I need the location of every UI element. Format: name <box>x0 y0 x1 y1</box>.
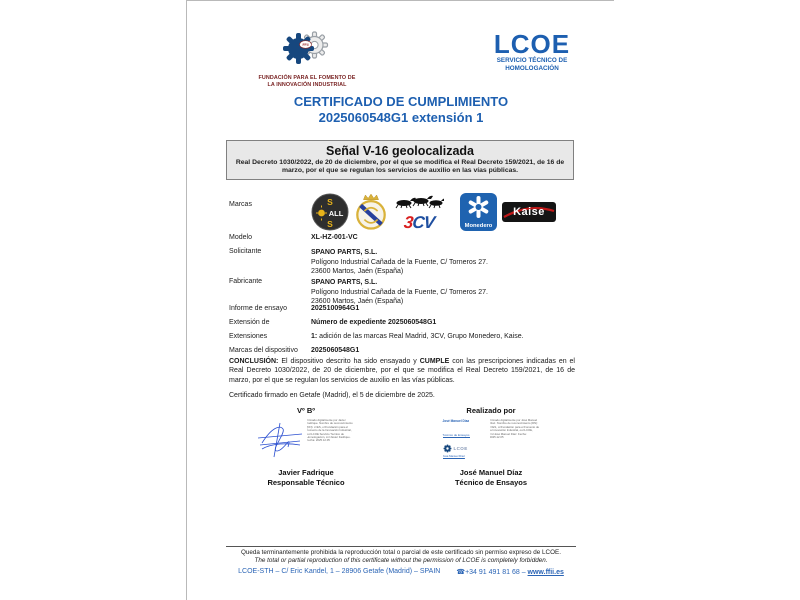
subject-box <box>226 140 574 180</box>
footer-address: LCOE-STH – C/ Eric Kandel, 1 – 28906 Getafe (Madrid) – SPAIN <box>238 568 441 575</box>
svg-text:ALL: ALL <box>328 209 344 218</box>
stamp-microlinks: José Manuel Díaz <box>442 455 465 458</box>
digital-signature-microtext-right: Firmado digitalmente por José Manuel Díaz. Nombre de reconocimiento (DN): c=ES, o=Fundación para el Fomento de la Innovación Industrial, ou=LCOE, cn=José Manuel Díaz. Fecha: 2025.12.05 <box>489 419 540 440</box>
signer-name-right: José Manuel Díaz <box>459 468 523 477</box>
solicitante-address-1: Polígono Industrial Cañada de la Fuente, C/ Torneros 27. <box>311 258 488 266</box>
realizado-por-heading: Realizado por <box>466 406 516 415</box>
signer-role-right: Técnico de Ensayos <box>454 477 528 487</box>
sos-all-logo-icon <box>311 193 349 231</box>
field-label-solicitante: Solicitante <box>229 248 262 255</box>
certificate-title-line1: CERTIFICADO DE CUMPLIMIENTO <box>293 94 509 109</box>
signed-location-date: Certificado firmado en Getafe (Madrid), el 5 de diciembre de 2025. <box>229 392 435 399</box>
field-label-marcas: Marcas <box>229 201 252 208</box>
monedero-text: Monedero <box>464 223 493 229</box>
ffii-text-line1: FUNDACIÓN PARA EL FOMENTO DE <box>258 75 356 81</box>
signer-name-left: Javier Fadrique <box>278 468 334 477</box>
conclusion-paragraph: CONCLUSIÓN: El dispositivo descrito ha sido ensayado y CUMPLE con las prescripciones indicadas en el Real Decreto 1030/2022, de 20 de diciembre, por el que se modifica el Real Decreto 159/2021, de 16 de marzo, por el que se regulan los servicios de auxilio en las vías públicas. <box>229 358 575 384</box>
3cv-text-cv: CV <box>411 213 436 232</box>
footer-legal-en: The total or partial reproduction of this certificate without the permission of LCOE is completely forbidden. <box>254 556 548 564</box>
lcoe-subtitle-1: SERVICIO TÉCNICO DE <box>496 57 568 64</box>
lcoe-wordmark: LCOE <box>493 29 571 59</box>
svg-text:S: S <box>327 219 333 229</box>
kaise-text: Kaise <box>513 206 545 218</box>
footer-legal-text <box>201 549 601 565</box>
field-value-extensiones <box>311 333 524 340</box>
footer-divider <box>226 546 576 547</box>
phone-icon: ☎ <box>456 569 466 576</box>
3cv-horses-icon <box>394 195 444 209</box>
monedero-logo <box>460 193 497 231</box>
field-label-extension-de: Extensión de <box>229 319 270 326</box>
lcoe-logo <box>477 31 587 72</box>
field-value-solicitante <box>311 248 488 277</box>
lcoe-subtitle-2: HOMOLOGACIÓN <box>505 64 559 72</box>
real-madrid-crest-icon <box>354 192 388 232</box>
ffii-text-line2: LA INNOVACIÓN INDUSTRIAL <box>267 81 347 88</box>
field-value-marcas-dispositivo: 2025060548G1 <box>311 347 360 354</box>
svg-text:S: S <box>327 197 333 207</box>
vobo-heading: Vº Bº <box>297 406 315 415</box>
fabricante-address-1: Polígono Industrial Cañada de la Fuente, C/ Torneros 27. <box>311 288 488 296</box>
field-value-informe: 2025100964G1 <box>311 305 360 312</box>
3cv-logo <box>393 195 445 232</box>
signer-role-left: Responsable Técnico <box>267 477 345 487</box>
handwritten-signature-icon <box>256 419 304 461</box>
digital-signature-microtext-left: Firmado digitalmente por Javier Fadrique. Nombre de reconocimiento (DN): c=ES, o=Fundación para el Fomento de la Innovación Industrial, ou=LCOE Servicio Técnico de Homologación, cn=Javier Fadrique. Fecha: 2025.12.05 <box>306 419 353 443</box>
conclusion-keyword: CONCLUSIÓN: <box>229 358 279 365</box>
field-label-informe: Informe de ensayo <box>229 305 287 312</box>
footer-phone-number: +34 91 491 81 68 – <box>465 569 528 576</box>
digital-stamp <box>443 419 487 465</box>
subject-title: Señal V-16 geolocalizada <box>326 144 474 158</box>
subject-regulation-text: Real Decreto 1030/2022, de 20 de diciembre, por el que se modifica el Real Decreto 159/2021, de 16 de marzo, por el que se regulan los servicios de auxilio en las vías públicas. <box>235 159 565 175</box>
solicitante-name: SPANO PARTS, S.L. <box>311 249 378 256</box>
kaise-logo <box>502 202 556 222</box>
3cv-text-3: 3 <box>402 213 414 232</box>
field-value-fabricante <box>311 278 488 307</box>
field-label-modelo: Modelo <box>229 234 252 241</box>
ffii-gears-icon <box>278 29 336 69</box>
field-label-fabricante: Fabricante <box>229 278 263 285</box>
fabricante-name: SPANO PARTS, S.L. <box>311 279 378 286</box>
monedero-snowflake-icon <box>460 193 497 221</box>
stamp-lcoe-text: LCOE <box>453 446 468 451</box>
brand-logos-row <box>311 191 556 233</box>
field-label-marcas-dispositivo: Marcas del dispositivo <box>229 347 298 354</box>
cumple-keyword: CUMPLE <box>419 358 450 365</box>
footer-contact-line <box>187 568 615 576</box>
footer-phone-group <box>456 568 564 576</box>
stamp-signer-role: Técnico de Ensayos <box>442 433 470 437</box>
extensiones-number: 1: <box>311 333 318 340</box>
field-value-modelo: XL-HZ-001-VC <box>311 234 358 241</box>
stamp-gear-icon <box>443 444 452 453</box>
certificate-page <box>186 0 614 600</box>
fabricante-address-2: 23600 Martos, Jaén (España) <box>311 298 404 306</box>
ffii-website-link[interactable]: www.ffii.es <box>527 569 564 576</box>
solicitante-address-2: 23600 Martos, Jaén (España) <box>311 268 404 276</box>
ffii-logo <box>232 29 382 88</box>
signature-block-right <box>416 406 566 487</box>
field-label-extensiones: Extensiones <box>229 333 268 340</box>
svg-text:FFII: FFII <box>302 43 309 47</box>
extensiones-text: adición de las marcas Real Madrid, 3CV, Grupo Monedero, Kaise. <box>317 333 524 340</box>
certificate-title <box>187 94 615 125</box>
footer-legal-es: Queda terminantemente prohibida la reproducción total o parcial de este certificado sin permiso expreso de LCOE. <box>241 549 561 556</box>
field-value-extension-de: Número de expediente 2025060548G1 <box>311 319 437 326</box>
stamp-signer-name: José Manuel Díaz <box>442 419 470 423</box>
signature-block-left <box>231 406 381 487</box>
certificate-number-line: 2025060548G1 extensión 1 <box>318 109 484 125</box>
